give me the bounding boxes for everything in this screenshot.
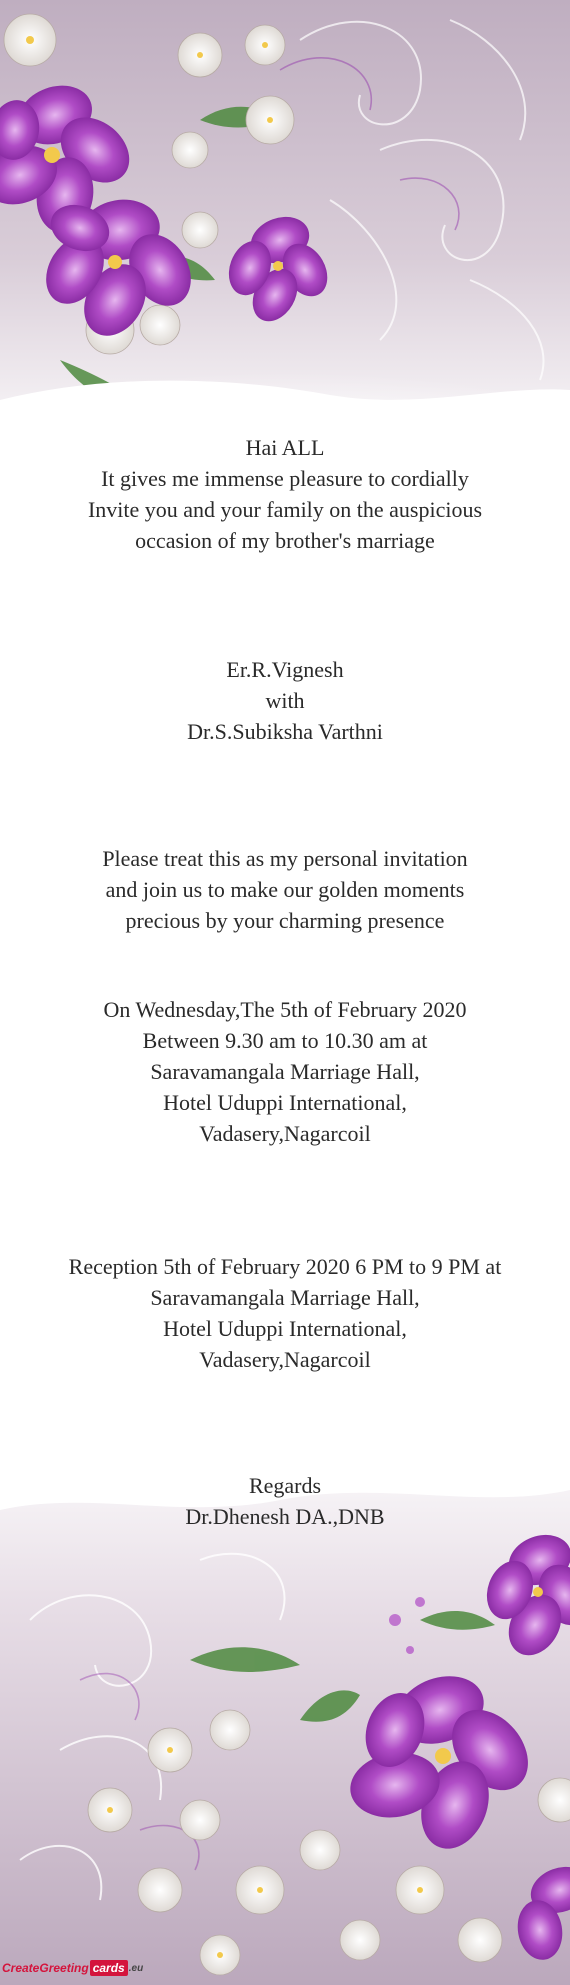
invitation-line: precious by your charming presence (125, 908, 445, 933)
top-floral-decoration (0, 0, 570, 470)
watermark-brand: CreateGreeting (2, 1961, 89, 1975)
reception-block (0, 1251, 570, 1375)
ceremony-line: Hotel Uduppi International, (163, 1090, 407, 1115)
greeting-line: It gives me immense pleasure to cordially (101, 466, 469, 491)
connector-word: with (265, 688, 305, 713)
reception-line: Hotel Uduppi International, (163, 1316, 407, 1341)
watermark-tld: .eu (128, 1962, 144, 1974)
groom-name: Er.R.Vignesh (226, 657, 344, 682)
bride-name: Dr.S.Subiksha Varthni (187, 719, 383, 744)
couple-block (0, 654, 570, 747)
greeting-line: Hai ALL (245, 435, 325, 460)
greeting-block (0, 432, 570, 556)
invitation-line: Please treat this as my personal invitation (102, 846, 468, 871)
reception-line: Reception 5th of February 2020 6 PM to 9 PM at (68, 1254, 502, 1279)
signoff-block (0, 1470, 570, 1532)
greeting-line: Invite you and your family on the auspicious (87, 497, 483, 522)
invitation-line: and join us to make our golden moments (105, 877, 465, 902)
closing-word: Regards (248, 1473, 322, 1498)
reception-line: Vadasery,Nagarcoil (199, 1347, 371, 1372)
sender-name: Dr.Dhenesh DA.,DNB (185, 1504, 385, 1529)
brand-watermark-logo (2, 1955, 143, 1981)
invitation-block (0, 843, 570, 936)
top-floral-svg (0, 0, 570, 470)
watermark-box: cards (90, 1960, 128, 1976)
greeting-line: occasion of my brother's marriage (135, 528, 435, 553)
reception-line: Saravamangala Marriage Hall, (150, 1285, 420, 1310)
ceremony-line: Between 9.30 am to 10.30 am at (142, 1028, 428, 1053)
ceremony-line: On Wednesday,The 5th of February 2020 (103, 997, 467, 1022)
ceremony-line: Saravamangala Marriage Hall, (150, 1059, 420, 1084)
ceremony-line: Vadasery,Nagarcoil (199, 1121, 371, 1146)
ceremony-block (0, 994, 570, 1149)
